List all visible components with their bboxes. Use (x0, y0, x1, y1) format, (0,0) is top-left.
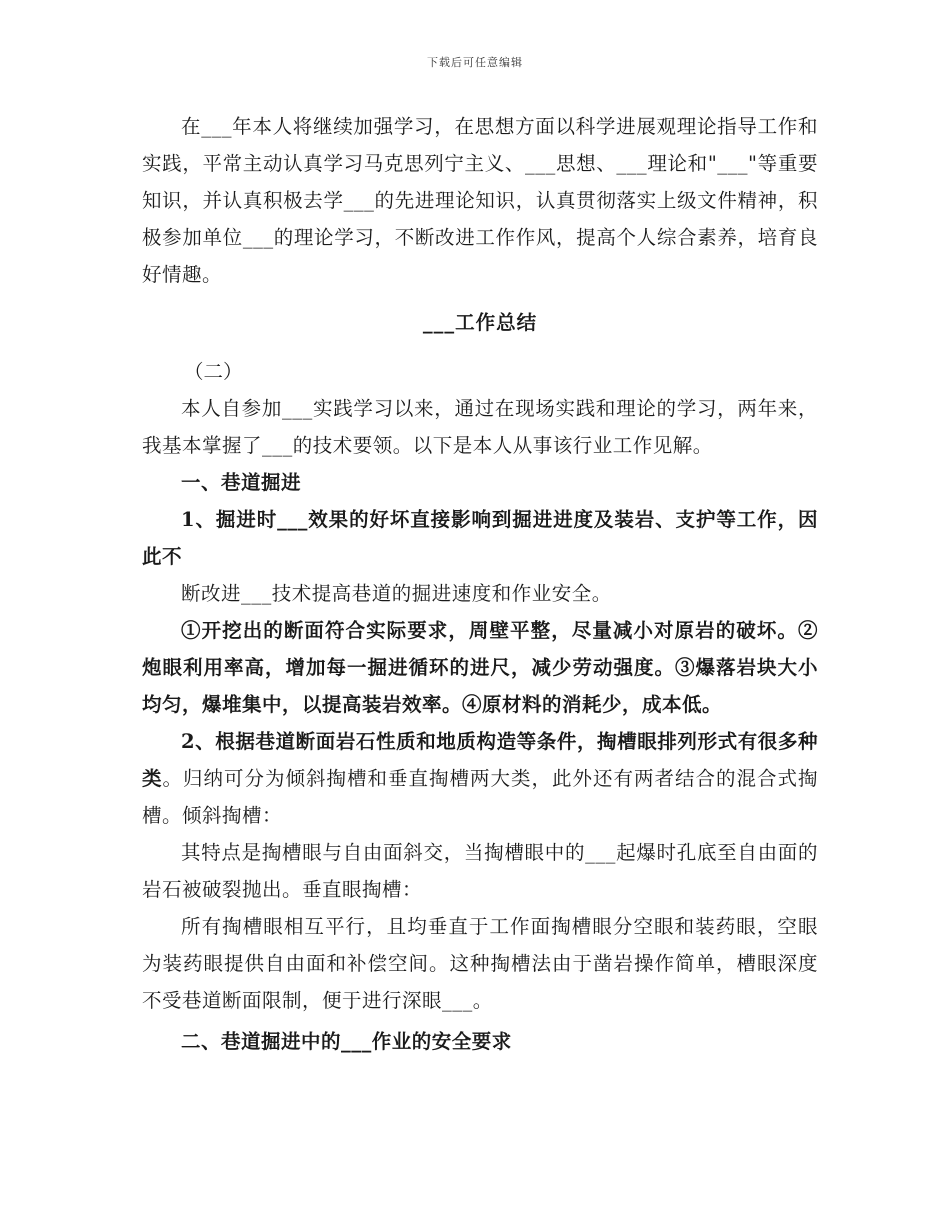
paragraph-inclined-cut: 其特点是掏槽眼与自由面斜交，当掏槽眼中的___起爆时孔底至自由面的岩石被破裂抛出。垂直眼掏槽： (142, 841, 818, 901)
cut-hole-types-rest: 。归纳可分为倾斜掏槽和垂直掏槽两大类，此外还有两者结合的混合式掏槽。倾斜掏槽： (142, 767, 818, 827)
paragraph-vertical-cut: 所有掏槽眼相互平行，且均垂直于工作面掏槽眼分空眼和装药眼，空眼为装药眼提供自由面和补偿空间。这种掏槽法由于凿岩操作简单，槽眼深度不受巷道断面限制，便于进行深眼___。 (142, 915, 818, 1012)
paragraph-blasting-effect: 1、掘进时___效果的好坏直接影响到掘进进度及装岩、支护等工作，因此不 (142, 508, 818, 568)
document-body (142, 108, 818, 1060)
section-title: ___工作总结 (422, 311, 538, 334)
cut-hole-types-bold: 2、根据巷道断面岩石性质和地质构造等条件，掏槽眼排列形式有很多种类 (142, 730, 818, 790)
paragraph-improve-technique: 断改进___技术提高巷道的掘进速度和作业安全。 (181, 582, 612, 605)
page-header: 下载后可任意编辑 (427, 56, 523, 69)
paragraph-study-plan: 在___年本人将继续加强学习，在思想方面以科学进展观理论指导工作和实践，平常主动认真学习马克思列宁主义、___思想、___理论和"___"等重要知识，并认真积极去学___的先进理论知识，认真贯彻落实上级文件精神，积极参加单位___的理论学习，不断改进工作作风，提高个人综合素养，培育良好情趣。 (142, 115, 818, 286)
paragraph-intro: 本人自参加___实践学习以来，通过在现场实践和理论的学习，两年来，我基本掌握了___的技术要领。以下是本人从事该行业工作见解。 (142, 397, 818, 457)
heading-tunnel-excavation: 一、巷道掘进 (181, 471, 302, 494)
section-subtitle: （二） (184, 360, 243, 383)
paragraph-requirements-list: ①开挖出的断面符合实际要求，周壁平整，尽量减小对原岩的破坏。②炮眼利用率高，增加每一掘进循环的进尺，减少劳动强度。③爆落岩块大小均匀，爆堆集中，以提高装岩效率。④原材料的消耗少，成本低。 (142, 619, 818, 716)
heading-safety-requirements: 二、巷道掘进中的___作业的安全要求 (181, 1030, 512, 1053)
paragraph-cut-hole-types (142, 723, 818, 834)
